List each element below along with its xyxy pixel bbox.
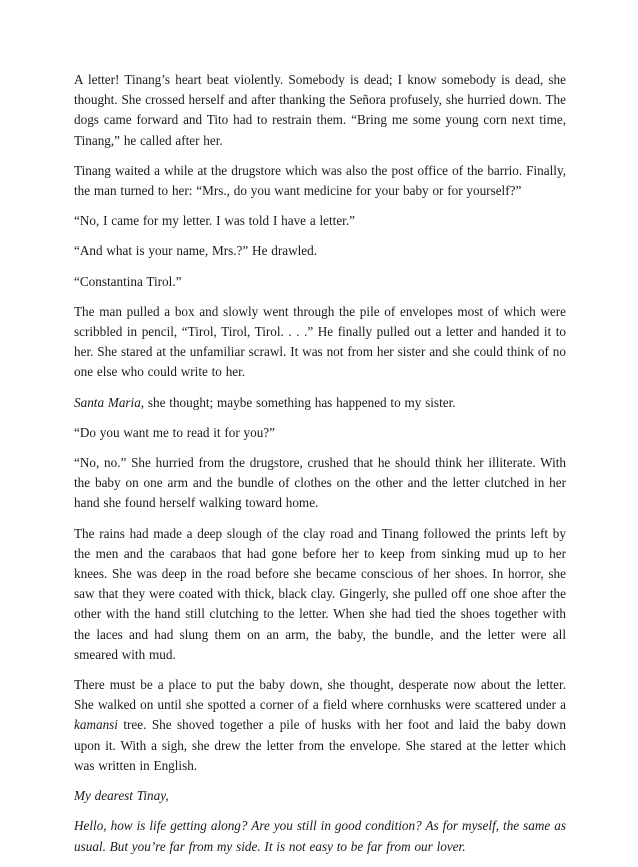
paragraph-6 xyxy=(74,302,566,383)
paragraph-text: she thought; maybe something has happened to my sister. xyxy=(144,394,456,410)
paragraph-text: “No, no.” She hurried from the drugstore, crushed that he should think her illiterate. With the baby on one arm and the bundle of clothes on the other and the letter clutched in her hand she found herself walking toward home. xyxy=(74,455,566,511)
paragraph-2 xyxy=(74,161,566,201)
paragraph-4 xyxy=(74,241,566,261)
paragraph-italic-text: kamansi xyxy=(74,717,118,733)
paragraph-5 xyxy=(74,272,566,292)
paragraph-text: There must be a place to put the baby down, she thought, desperate now about the letter. She walked on until she spotted a corner of a field where cornhusks were scattered under a xyxy=(74,677,566,713)
paragraph-text: “Constantina Tirol.” xyxy=(74,273,182,289)
paragraph-text: A letter! Tinang’s heart beat violently. Somebody is dead; I know somebody is dead, she thought. She crossed herself and after thanking the Señora profusely, she hurried down. The dogs came forward and Tito had to restrain them. “Bring me some young corn next time, Tinang,” he called after her. xyxy=(74,72,566,148)
letter-body xyxy=(74,816,566,856)
paragraph-10 xyxy=(74,524,566,665)
paragraph-text: “Do you want me to read it for you?” xyxy=(74,424,276,440)
paragraph-11 xyxy=(74,675,566,776)
paragraph-text: The man pulled a box and slowly went through the pile of envelopes most of which were scribbled in pencil, “Tirol, Tirol, Tirol. . . .” He finally pulled out a letter and handed it to her. She stared at the unfamiliar scrawl. It was not from her sister and she could think of no one else who could write to her. xyxy=(74,303,566,380)
paragraph-text: “No, I came for my letter. I was told I have a letter.” xyxy=(74,213,355,229)
document-page xyxy=(74,70,566,867)
paragraph-9 xyxy=(74,453,566,514)
paragraph-text: Tinang waited a while at the drugstore which was also the post office of the barrio. Finally, the man turned to her: “Mrs., do you want medicine for your baby or for yourself?” xyxy=(74,162,566,199)
paragraph-3 xyxy=(74,211,566,231)
paragraph-text: “And what is your name, Mrs.?” He drawled. xyxy=(74,243,317,259)
paragraph-8 xyxy=(74,423,566,443)
paragraph-text: The rains had made a deep slough of the clay road and Tinang followed the prints left by the men and the carabaos that had gone before her to keep from sinking mud up to her knees. She was deep in the road before she became conscious of her shoes. In horror, she saw that they were coated with thick, black clay. Gingerly, she pulled off one shoe after the other with the hand still clutching to the letter. When she had tied the shoes together with the laces and had slung them on an arm, the baby, the bundle, and the letter were all smeared with mud. xyxy=(74,525,566,662)
paragraph-7 xyxy=(74,393,566,413)
paragraph-italic-text: Santa Maria, xyxy=(74,394,145,410)
paragraph-1 xyxy=(74,70,566,151)
letter-salutation xyxy=(74,786,566,806)
paragraph-text: tree. She shoved together a pile of husks with her foot and laid the baby down upon it. With a sigh, she drew the letter from the envelope. She stared at the letter which was written in English. xyxy=(74,717,566,773)
paragraph-text: My dearest Tinay, xyxy=(74,788,169,804)
paragraph-text: Hello, how is life getting along? Are you still in good condition? As for myself, the same as usual. But you’re far from my side. It is not easy to be far from our lover. xyxy=(74,818,566,854)
